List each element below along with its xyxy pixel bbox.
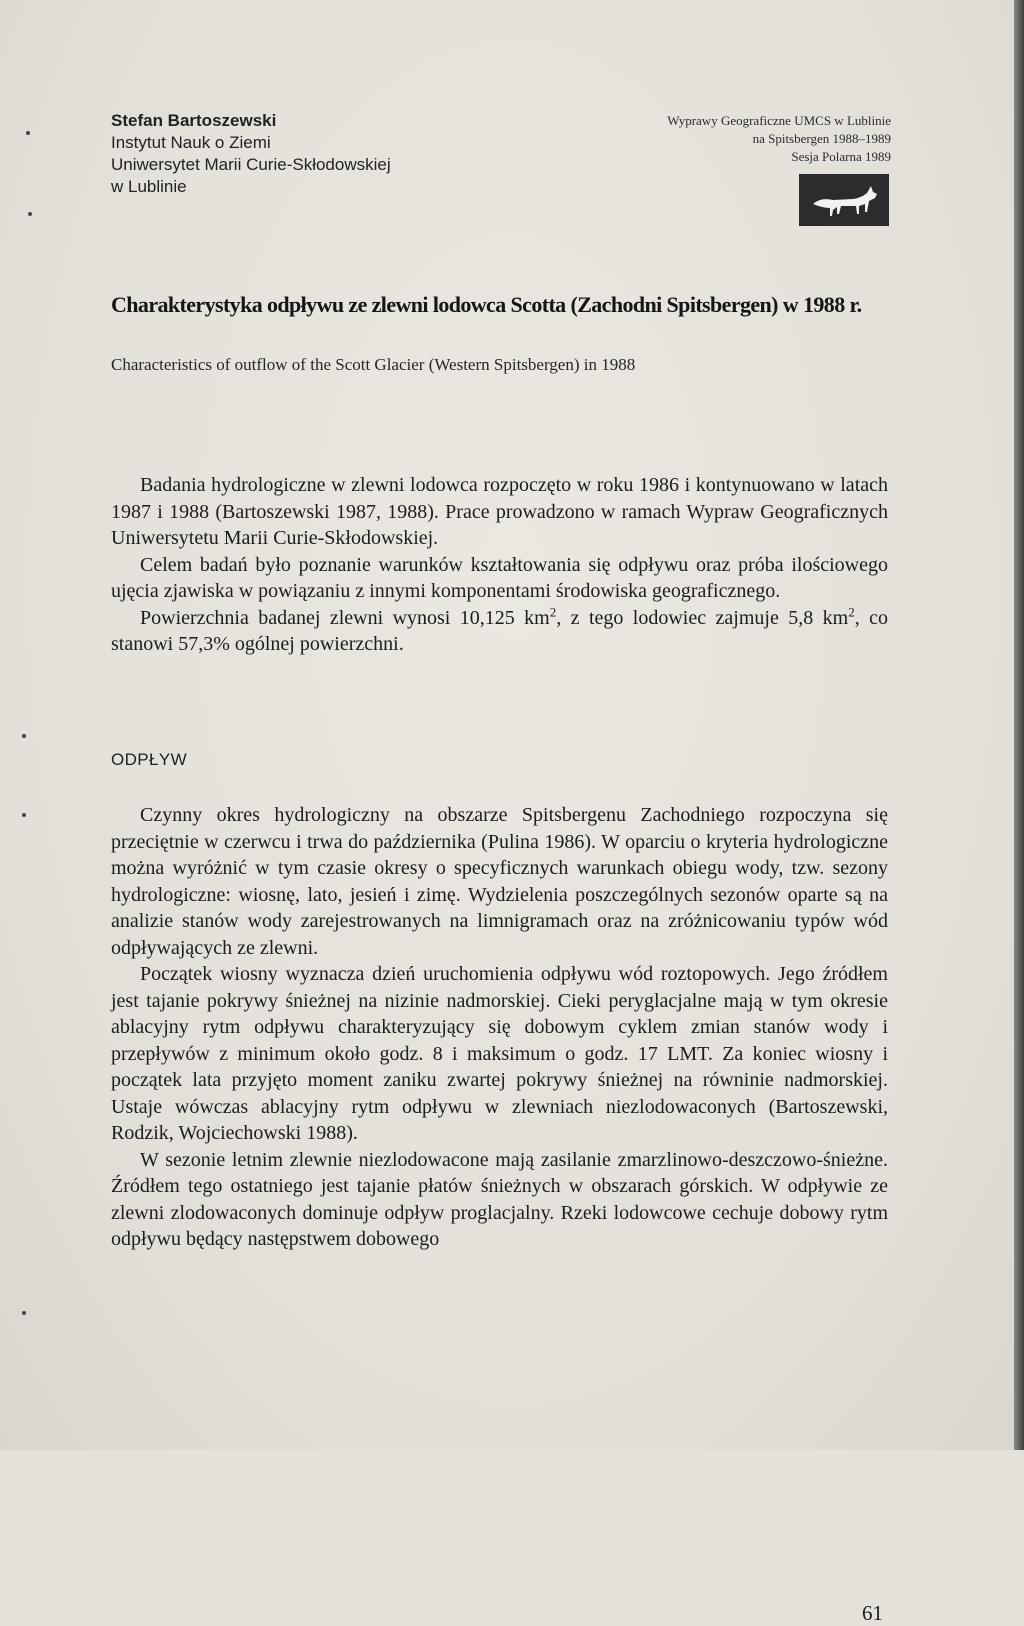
- page-edge-shadow: [1014, 0, 1024, 1450]
- article-subtitle: Characteristics of outflow of the Scott Glacier (Western Spitsbergen) in 1988: [111, 355, 636, 374]
- author-university: Uniwersytet Marii Curie-Skłodowskiej: [111, 155, 391, 174]
- superscript-2: 2: [549, 603, 557, 619]
- author-block: [111, 110, 471, 198]
- scan-speck: [26, 131, 30, 135]
- intro-paragraph-3: [111, 605, 888, 658]
- superscript-2: 2: [848, 603, 855, 619]
- section-heading: ODPŁYW: [111, 750, 188, 769]
- scan-speck: [28, 212, 32, 216]
- area-text-part-2: , z tego lodowiec zajmuje 5,8 km: [556, 606, 849, 629]
- outflow-paragraph-2: Początek wiosny wyznacza dzień uruchomienia odpływu wód roztopowych. Jego źródłem jest tajanie pokrywy śnieżnej na nizinie nadmorskiej. Cieki peryglacjalne mają w tym okresie ablacyjny rytm odpływu charakteryzujący się dobowym cyklem zmian stanów wody i przepływów z minimum około godz. 8 i maksimum o godz. 17 LMT. Za koniec wiosny i początek lata przyjęto moment zaniku zwartej pokrywy śnieżnej na równinie nadmorskiej. Ustaje wówczas ablacyjny rytm odpływu w zlewniach niezlodowaconych (Bartoszewski, Rodzik, Wojciechowski 1988).: [111, 963, 888, 1144]
- arctic-fox-icon: [799, 174, 889, 226]
- outflow-section: [111, 802, 888, 1253]
- arctic-fox-logo-graphic: [799, 174, 889, 226]
- author-institute: Instytut Nauk o Ziemi: [111, 133, 271, 152]
- author-name: Stefan Bartoszewski: [111, 111, 277, 130]
- scan-speck: [22, 813, 26, 817]
- intro-paragraph-2: Celem badań było poznanie warunków kształtowania się odpływu oraz próba ilościowego ujęcia zjawiska w powiązaniu z innymi komponentami środowiska geograficznego.: [111, 553, 888, 602]
- series-line-3: Sesja Polarna 1989: [791, 149, 891, 164]
- outflow-paragraph-3: W sezonie letnim zlewnie niezlodowacone mają zasilanie zmarzlinowo-deszczowo-śnieżne. Źródłem tego ostatniego jest tajanie płatów śnieżnych w obszarach górskich. W odpływie ze zlewni zlodowaconych dominuje odpływ proglacjalny. Rzeki lodowcowe cechuje dobowy rytm odpływu będący następstwem dobowego: [111, 1148, 888, 1250]
- series-line-1: Wyprawy Geograficzne UMCS w Lublinie: [667, 113, 891, 128]
- intro-section: [111, 472, 888, 658]
- page-number: 61: [862, 1601, 883, 1625]
- series-info: [571, 112, 891, 166]
- intro-paragraph-1: Badania hydrologiczne w zlewni lodowca rozpoczęto w roku 1986 i kontynuowano w latach 1987 i 1988 (Bartoszewski 1987, 1988). Prace prowadzono w ramach Wypraw Geograficznych Uniwersytetu Marii Curie-Skłodowskiej.: [111, 474, 888, 549]
- author-city: w Lublinie: [111, 177, 187, 196]
- area-text-part-1: Powierzchnia badanej zlewni wynosi 10,125 km: [140, 606, 550, 629]
- scan-speck: [22, 734, 26, 738]
- scan-speck: [22, 1311, 26, 1315]
- series-line-2: na Spitsbergen 1988–1989: [752, 131, 891, 146]
- area-text-part-3: , co stanowi 57,3% ogólnej powierzchni.: [111, 606, 888, 655]
- outflow-paragraph-1: Czynny okres hydrologiczny na obszarze Spitsbergenu Zachodniego rozpoczyna się przeciętnie w czerwcu i trwa do października (Pulina 1986). W oparciu o kryteria hydrologiczne można wyróżnić w tym czasie okresy o specyficznych warunkach obiegu wody, tzw. sezony hydrologiczne: wiosnę, lato, jesień i zimę. Wydzielenia poszczególnych sezonów oparte są na analizie stanów wody zarejestrowanych na limnigramach oraz na zróżnicowaniu typów wód odpływających ze zlewni.: [111, 804, 888, 959]
- article-title: Charakterystyka odpływu ze zlewni lodowca Scotta (Zachodni Spitsbergen) w 1988 r.: [111, 292, 862, 317]
